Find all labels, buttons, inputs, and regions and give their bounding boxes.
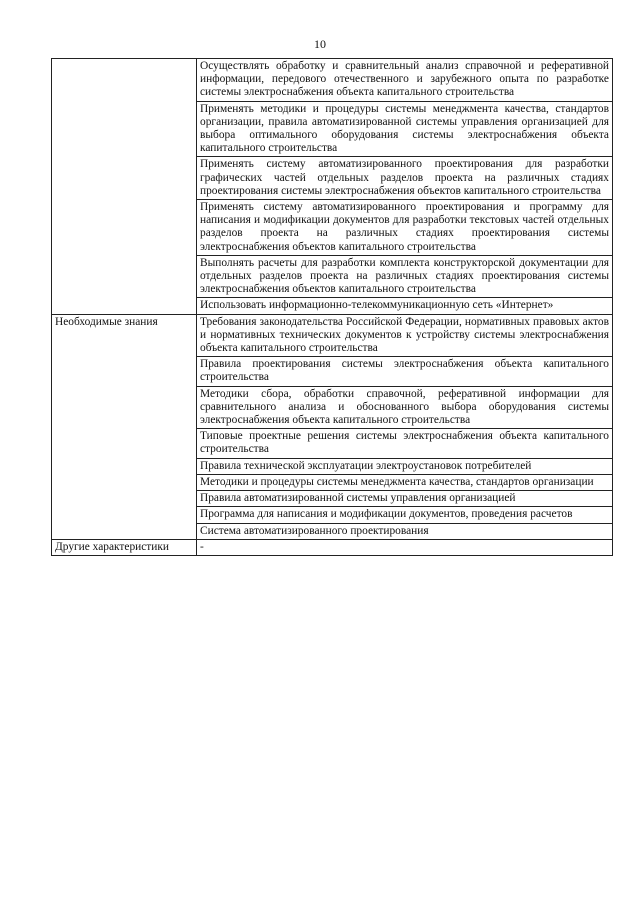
table-cell: Применять методики и процедуры системы менеджмента качества, стандартов организации, правила автоматизированной системы управления организацией для выбора оптимального оборудования системы электроснабжения объекта капитального строительства <box>197 101 613 157</box>
table-cell: Выполнять расчеты для разработки комплекта конструкторской документации для отдельных разделов проекта на различных стадиях проектирования системы электроснабжения объектов капитального строительства <box>197 255 613 298</box>
table-cell: Применять систему автоматизированного проектирования для разработки графических частей отдельных разделов проекта на различных стадиях проектирования системы электроснабжения объектов капитального строительства <box>197 157 613 200</box>
section-label-skills <box>52 59 197 315</box>
table-cell: Требования законодательства Российской Федерации, нормативных правовых актов и нормативных технических документов к устройству системы электроснабжения объекта капитального строительства <box>197 314 613 357</box>
table-cell: Методики сбора, обработки справочной, реферативной информации для сравнительного анализа и обоснованного выбора оборудования системы электроснабжения объекта капитального строительства <box>197 386 613 429</box>
table-cell: Правила автоматизированной системы управления организацией <box>197 491 613 507</box>
table-row <box>52 539 613 555</box>
table-cell: Типовые проектные решения системы электроснабжения объекта капитального строительства <box>197 429 613 458</box>
page-number: 10 <box>314 37 326 51</box>
table-cell: Программа для написания и модификации документов, проведения расчетов <box>197 507 613 523</box>
table-cell: Система автоматизированного проектирования <box>197 523 613 539</box>
section-label-other: Другие характеристики <box>52 539 197 555</box>
table-row <box>52 314 613 357</box>
table-cell: Методики и процедуры системы менеджмента качества, стандартов организации <box>197 474 613 490</box>
table-cell: Применять систему автоматизированного проектирования и программу для написания и модификации документов для разработки текстовых частей отдельных разделов проекта на различных стадиях проектирования системы электроснабжения объектов капитального строительства <box>197 200 613 256</box>
table-cell: Использовать информационно-телекоммуникационную сеть «Интернет» <box>197 298 613 314</box>
table-cell: - <box>197 539 613 555</box>
table-cell: Правила проектирования системы электроснабжения объекта капитального строительства <box>197 357 613 386</box>
table-cell: Осуществлять обработку и сравнительный анализ справочной и реферативной информации, передового отечественного и зарубежного опыта по разработке системы электроснабжения объекта капитального строительства <box>197 59 613 102</box>
table-row <box>52 59 613 102</box>
requirements-table <box>51 58 613 556</box>
table-cell: Правила технической эксплуатации электроустановок потребителей <box>197 458 613 474</box>
section-label-knowledge: Необходимые знания <box>52 314 197 539</box>
